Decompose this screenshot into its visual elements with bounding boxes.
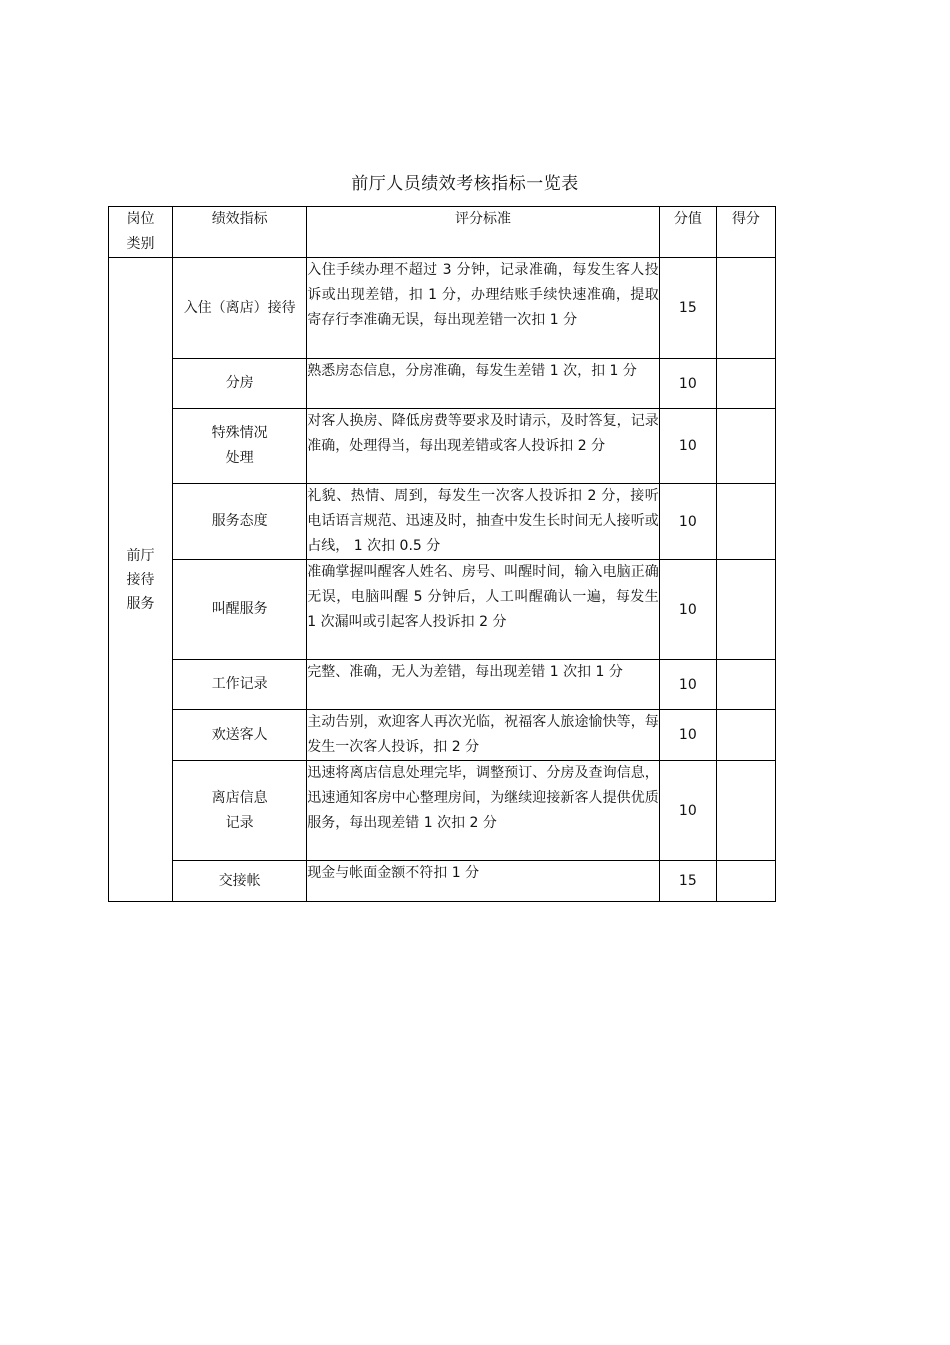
header-score: 得分 <box>716 207 775 258</box>
standard-cell: 主动告别，欢迎客人再次光临，祝福客人旅途愉快等，每发生一次客人投诉，扣 2 分 <box>307 710 660 761</box>
standard-cell: 迅速将离店信息处理完毕，调整预订、分房及查询信息，迅速通知客房中心整理房间，为继续迎接新客人提供优质服务，每出现差错 1 次扣 2 分 <box>307 761 660 861</box>
header-indicator: 绩效指标 <box>173 207 307 258</box>
indicator-cell: 离店信息记录 <box>173 761 307 861</box>
table-row <box>109 409 776 484</box>
standard-cell: 现金与帐面金额不符扣 1 分 <box>307 861 660 902</box>
standard-cell: 入住手续办理不超过 3 分钟，记录准确，每发生客人投诉或出现差错，扣 1 分，办理结账手续快速准确，提取寄存行李准确无误，每出现差错一次扣 1 分 <box>307 258 660 359</box>
standard-cell: 礼貌、热情、周到，每发生一次客人投诉扣 2 分，接听电话语言规范、迅速及时，抽查中发生长时间无人接听或占线， 1 次扣 0.5 分 <box>307 484 660 560</box>
indicator-cell: 交接帐 <box>173 861 307 902</box>
header-standard: 评分标准 <box>307 207 660 258</box>
kpi-table <box>108 206 776 902</box>
indicator-cell: 工作记录 <box>173 660 307 710</box>
category-cell: 前厅接待服务 <box>109 258 173 902</box>
points-cell: 15 <box>659 258 716 359</box>
indicator-cell: 叫醒服务 <box>173 560 307 660</box>
table-row <box>109 660 776 710</box>
indicator-cell: 入住（离店）接待 <box>173 258 307 359</box>
indicator-cell: 分房 <box>173 359 307 409</box>
score-cell <box>716 258 775 359</box>
header-category: 岗位类别 <box>109 207 173 258</box>
table-row <box>109 359 776 409</box>
table-row <box>109 761 776 861</box>
score-cell <box>716 861 775 902</box>
standard-cell: 完整、准确，无人为差错，每出现差错 1 次扣 1 分 <box>307 660 660 710</box>
points-cell: 10 <box>659 761 716 861</box>
score-cell <box>716 359 775 409</box>
table-row <box>109 258 776 359</box>
points-cell: 10 <box>659 359 716 409</box>
score-cell <box>716 484 775 560</box>
score-cell <box>716 710 775 761</box>
score-cell <box>716 660 775 710</box>
points-cell: 10 <box>659 710 716 761</box>
standard-cell: 熟悉房态信息，分房准确，每发生差错 1 次，扣 1 分 <box>307 359 660 409</box>
score-cell <box>716 409 775 484</box>
points-cell: 15 <box>659 861 716 902</box>
indicator-cell: 服务态度 <box>173 484 307 560</box>
document-title: 前厅人员绩效考核指标一览表 <box>351 174 579 194</box>
table-row <box>109 710 776 761</box>
points-cell: 10 <box>659 484 716 560</box>
table-row <box>109 560 776 660</box>
standard-cell: 对客人换房、降低房费等要求及时请示，及时答复，记录准确，处理得当，每出现差错或客人投诉扣 2 分 <box>307 409 660 484</box>
table-row <box>109 861 776 902</box>
points-cell: 10 <box>659 660 716 710</box>
table-row <box>109 484 776 560</box>
indicator-cell: 特殊情况处理 <box>173 409 307 484</box>
score-cell <box>716 560 775 660</box>
score-cell <box>716 761 775 861</box>
header-points: 分值 <box>659 207 716 258</box>
header-row <box>109 207 776 258</box>
standard-cell: 准确掌握叫醒客人姓名、房号、叫醒时间，输入电脑正确无误，电脑叫醒 5 分钟后，人工叫醒确认一遍，每发生 1 次漏叫或引起客人投诉扣 2 分 <box>307 560 660 660</box>
points-cell: 10 <box>659 560 716 660</box>
indicator-cell: 欢送客人 <box>173 710 307 761</box>
points-cell: 10 <box>659 409 716 484</box>
